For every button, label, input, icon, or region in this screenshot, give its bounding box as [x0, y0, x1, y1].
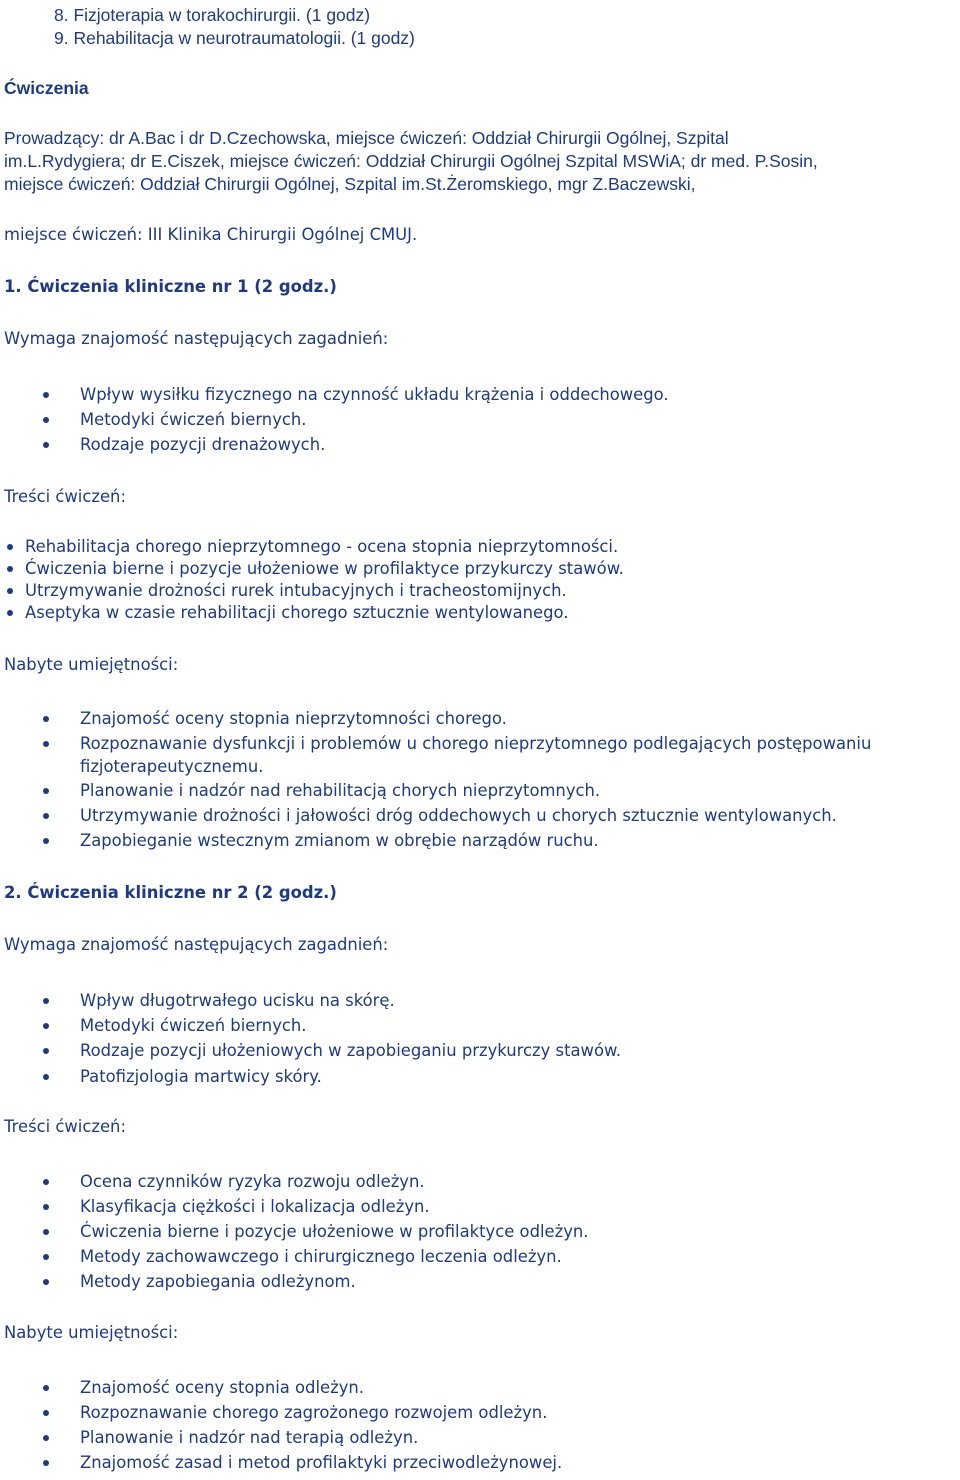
subsection-label: Treści ćwiczeń: [4, 1117, 126, 1136]
bullet-icon [43, 1074, 49, 1080]
list-item: Rodzaje pozycji drenażowych. [80, 434, 960, 456]
paragraph-line: im.L.Rydygiera; dr E.Ciszek, miejsce ćwiczeń: Oddział Chirurgii Ogólnej Szpital MSWiA; dr med. P.Sosin, [4, 151, 818, 171]
section-title: 2. Ćwiczenia kliniczne nr 2 (2 godz.) [4, 883, 337, 902]
bullet-icon [43, 1254, 49, 1260]
bullet-icon [43, 392, 49, 398]
subsection-label: Nabyte umiejętności: [4, 655, 179, 674]
list-item: Ocena czynników ryzyka rozwoju odleżyn. [80, 1171, 960, 1193]
list-item: Metodyki ćwiczeń biernych. [80, 1015, 960, 1037]
list-item: Aseptyka w czasie rehabilitacji chorego sztucznie wentylowanego. [25, 602, 960, 624]
list-item: Rozpoznawanie chorego zagrożonego rozwojem odleżyn. [80, 1402, 960, 1424]
bullet-icon [7, 544, 13, 550]
list-item: Metody zapobiegania odleżynom. [80, 1271, 960, 1293]
list-item: Znajomość oceny stopnia nieprzytomności chorego. [80, 708, 960, 730]
bullet-icon [43, 716, 49, 722]
list-item: Wpływ długotrwałego ucisku na skórę. [80, 990, 960, 1012]
bullet-icon [43, 1435, 49, 1441]
list-item: 9. Rehabilitacja w neurotraumatologii. (1 godz) [54, 28, 415, 48]
list-item: Znajomość zasad i metod profilaktyki przeciwodleżynowej. [80, 1452, 960, 1474]
subsection-label: Nabyte umiejętności: [4, 1323, 179, 1342]
bullet-icon [43, 1460, 49, 1466]
list-item: Klasyfikacja ciężkości i lokalizacja odleżyn. [80, 1196, 960, 1218]
paragraph-line: miejsce ćwiczeń: III Klinika Chirurgii Ogólnej CMUJ. [4, 225, 418, 244]
list-item: Ćwiczenia bierne i pozycje ułożeniowe w profilaktyce odleżyn. [80, 1221, 960, 1243]
bullet-icon [43, 442, 49, 448]
list-item: Zapobieganie wstecznym zmianom w obrębie narządów ruchu. [80, 830, 960, 852]
bullet-icon [43, 813, 49, 819]
list-item: Metody zachowawczego i chirurgicznego leczenia odleżyn. [80, 1246, 960, 1268]
bullet-icon [43, 1179, 49, 1185]
list-item: Planowanie i nadzór nad terapią odleżyn. [80, 1427, 960, 1449]
list-item: Ćwiczenia bierne i pozycje ułożeniowe w profilaktyce przykurczy stawów. [25, 558, 960, 580]
subsection-label: Treści ćwiczeń: [4, 487, 126, 506]
bullet-icon [43, 741, 49, 747]
section-title: 1. Ćwiczenia kliniczne nr 1 (2 godz.) [4, 277, 337, 296]
list-item: Metodyki ćwiczeń biernych. [80, 409, 960, 431]
bullet-icon [43, 1023, 49, 1029]
bullet-icon [43, 1048, 49, 1054]
list-item: Patofizjologia martwicy skóry. [80, 1066, 960, 1088]
list-item: Utrzymywanie drożności i jałowości dróg oddechowych u chorych sztucznie wentylowanych. [80, 805, 960, 827]
list-item: Rehabilitacja chorego nieprzytomnego - ocena stopnia nieprzytomności. [25, 536, 960, 558]
bullet-icon [43, 838, 49, 844]
list-item: Rodzaje pozycji ułożeniowych w zapobieganiu przykurczy stawów. [80, 1040, 960, 1062]
bullet-icon [43, 788, 49, 794]
bullet-icon [7, 588, 13, 594]
bullet-icon [7, 566, 13, 572]
bullet-icon [43, 417, 49, 423]
bullet-icon [43, 998, 49, 1004]
bullet-icon [43, 1229, 49, 1235]
bullet-icon [43, 1279, 49, 1285]
list-item: Znajomość oceny stopnia odleżyn. [80, 1377, 960, 1399]
bullet-icon [43, 1385, 49, 1391]
list-item-continuation: fizjoterapeutycznemu. [80, 757, 264, 776]
list-item: 8. Fizjoterapia w torakochirurgii. (1 godz) [54, 5, 371, 25]
list-item: Rozpoznawanie dysfunkcji i problemów u chorego nieprzytomnego podlegających postępowaniu [80, 733, 960, 755]
paragraph-line: miejsce ćwiczeń: Oddział Chirurgii Ogólnej, Szpital im.St.Żeromskiego, mgr Z.Baczewski, [4, 174, 696, 194]
bullet-icon [7, 610, 13, 616]
section-heading: Ćwiczenia [4, 78, 89, 98]
list-item: Wpływ wysiłku fizycznego na czynność układu krążenia i oddechowego. [80, 384, 960, 406]
subsection-label: Wymaga znajomość następujących zagadnień: [4, 935, 389, 954]
list-item: Planowanie i nadzór nad rehabilitacją chorych nieprzytomnych. [80, 780, 960, 802]
list-item: Utrzymywanie drożności rurek intubacyjnych i tracheostomijnych. [25, 580, 960, 602]
paragraph-line: Prowadzący: dr A.Bac i dr D.Czechowska, miejsce ćwiczeń: Oddział Chirurgii Ogólnej, Szpital [4, 128, 729, 148]
subsection-label: Wymaga znajomość następujących zagadnień: [4, 329, 389, 348]
bullet-icon [43, 1204, 49, 1210]
bullet-icon [43, 1410, 49, 1416]
